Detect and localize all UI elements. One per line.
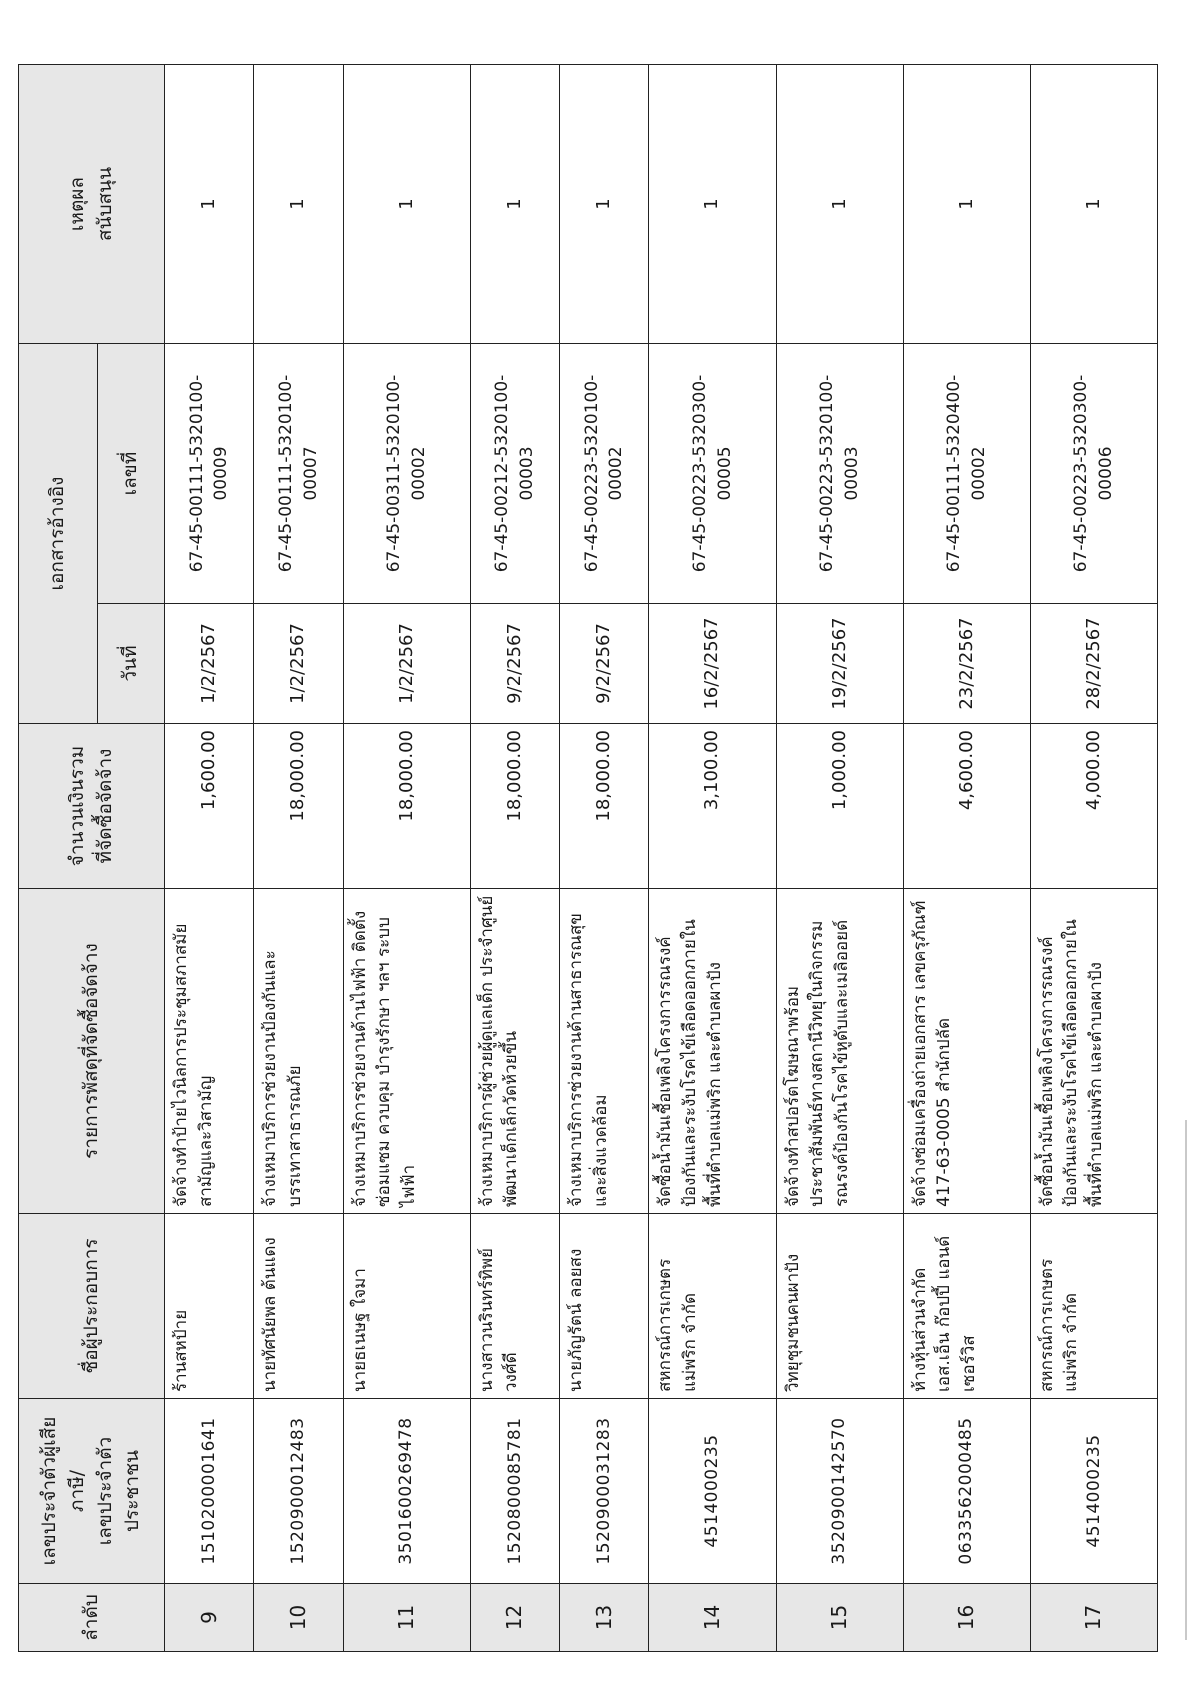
row-doc-no-line1: 67-45-00111-5320100- <box>275 374 296 573</box>
header-reason-line2: สนับสนุน <box>93 166 116 242</box>
row-item: จัดซื้อน้ำมันเชื้อเพลิงโครงการรณรงค์ป้องกันและระงับโรคไข้เลือดออกภายในพื้นที่ตำบลแม่พริก และตำบลผาปัง <box>1030 889 1157 1214</box>
row-tax-id: 0633562000485 <box>903 1399 1030 1584</box>
rotated-page <box>18 65 1190 1641</box>
table-row <box>165 65 254 1652</box>
row-item: จัดจ้างทำสปอร์ตโฆษณาพร้อมประชาสัมพันธ์ทางสถานีวิทยุในกิจกรรมรณรงค์ป้องกันโรคไข้หูดับและเมลิออยด์ <box>776 889 903 1214</box>
row-amount: 4,600.00 <box>903 724 1030 889</box>
row-vendor: ห้างหุ้นส่วนจำกัด เอส.เอ็น ก๊อปปี้ แอนด์ เซอร์วิส <box>903 1214 1030 1399</box>
row-doc-no-line2: 00005 <box>714 446 735 501</box>
row-doc-no-line2: 00003 <box>516 446 537 501</box>
header-no: ลำดับ <box>19 1584 165 1652</box>
row-no: 11 <box>343 1584 470 1652</box>
row-doc-no-line2: 00002 <box>606 446 627 501</box>
row-item: จัดจ้างซ่อมเครื่องถ่ายเอกสาร เลขครุภัณฑ์ 417-63-0005 สำนักปลัด <box>903 889 1030 1214</box>
header-tax-id <box>19 1399 165 1584</box>
row-vendor: นายธเนษฐ ใจมา <box>343 1214 470 1399</box>
row-date: 9/2/2567 <box>560 604 649 724</box>
procurement-table <box>18 64 1158 1652</box>
row-item: จ้างเหมาบริการช่วยงานป้องกันและบรรเทาสาธารณภัย <box>254 889 343 1214</box>
row-amount: 18,000.00 <box>254 724 343 889</box>
row-vendor: นายภัญรัตน์ ลอยสง <box>560 1214 649 1399</box>
row-no: 10 <box>254 1584 343 1652</box>
row-vendor: วิทยุชุมชนคนผาปัง <box>776 1214 903 1399</box>
row-tax-id: 4514000235 <box>1030 1399 1157 1584</box>
row-doc-no-line2: 00003 <box>841 446 862 501</box>
row-doc-no-line1: 67-45-00311-5320100- <box>384 374 405 573</box>
table-row <box>649 65 776 1652</box>
header-amount <box>19 724 165 889</box>
table-row <box>470 65 559 1652</box>
row-vendor: สหกรณ์การเกษตรแม่พริก จำกัด <box>1030 1214 1157 1399</box>
row-item: จ้างเหมาบริการผู้ช่วยผู้ดูแลเด็ก ประจำศูนย์พัฒนาเด็กเล็กวัดห้วยขึ้น <box>470 889 559 1214</box>
row-amount: 18,000.00 <box>470 724 559 889</box>
row-doc-no <box>254 344 343 604</box>
row-tax-id: 3520900142570 <box>776 1399 903 1584</box>
row-reason: 1 <box>1030 65 1157 344</box>
row-doc-no-line1: 67-45-00223-5320100- <box>817 374 837 573</box>
row-doc-no-line2: 00002 <box>968 446 989 501</box>
table-body <box>165 65 1158 1652</box>
row-vendor: นายทัศนัยพล ต้นแดง <box>254 1214 343 1399</box>
row-date: 1/2/2567 <box>343 604 470 724</box>
table-row <box>1030 65 1157 1652</box>
row-reason: 1 <box>560 65 649 344</box>
row-amount: 3,100.00 <box>649 724 776 889</box>
row-amount: 1,000.00 <box>776 724 903 889</box>
table-row <box>776 65 903 1652</box>
header-tax-id-line2: เลขประจำตัวประชาชน <box>93 1436 144 1546</box>
row-doc-no-line1: 67-45-00223-5320300- <box>689 374 710 573</box>
row-doc-no <box>470 344 559 604</box>
row-no: 15 <box>776 1584 903 1652</box>
row-date: 1/2/2567 <box>165 604 254 724</box>
header-doc-group: เอกสารอ้างอิง <box>19 344 98 724</box>
row-doc-no <box>343 344 470 604</box>
row-doc-no <box>903 344 1030 604</box>
header-amount-line2: ที่จัดซื้อจัดจ้าง <box>93 748 116 864</box>
header-vendor: ชื่อผู้ประกอบการ <box>19 1214 165 1399</box>
row-date: 16/2/2567 <box>649 604 776 724</box>
row-vendor: สหกรณ์การเกษตรแม่พริก จำกัด <box>649 1214 776 1399</box>
header-reason <box>19 65 165 344</box>
row-vendor: ร้านสหป้าย <box>165 1214 254 1399</box>
row-tax-id: 1520900031283 <box>560 1399 649 1584</box>
row-tax-id: 4514000235 <box>649 1399 776 1584</box>
row-doc-no-line1: 67-45-00111-5320400- <box>944 374 965 573</box>
row-reason: 1 <box>343 65 470 344</box>
table-row <box>343 65 470 1652</box>
row-reason: 1 <box>776 65 903 344</box>
row-doc-no <box>1030 344 1157 604</box>
row-no: 12 <box>470 1584 559 1652</box>
row-doc-no-line1: 67-45-00223-5320100- <box>581 374 602 573</box>
row-amount: 18,000.00 <box>343 724 470 889</box>
table-row <box>903 65 1030 1652</box>
row-doc-no <box>649 344 776 604</box>
row-reason: 1 <box>649 65 776 344</box>
procurement-table-container <box>18 65 1158 1652</box>
row-reason: 1 <box>254 65 343 344</box>
row-item: จัดจ้างทำป้ายไวนิลการประชุมสภาสมัยสามัญและวิสามัญ <box>165 889 254 1214</box>
row-doc-no-line2: 00006 <box>1095 446 1116 501</box>
header-reason-line1: เหตุผล <box>65 176 88 232</box>
row-amount: 4,000.00 <box>1030 724 1157 889</box>
header-amount-line1: จำนวนเงินรวม <box>65 745 88 867</box>
row-doc-no-line1: 67-45-00223-5320300- <box>1071 374 1092 573</box>
header-doc-no: เลขที่ <box>98 344 165 604</box>
row-tax-id: 1520900012483 <box>254 1399 343 1584</box>
row-no: 16 <box>903 1584 1030 1652</box>
table-row <box>560 65 649 1652</box>
row-no: 13 <box>560 1584 649 1652</box>
row-reason: 1 <box>470 65 559 344</box>
row-doc-no <box>776 344 903 604</box>
row-tax-id: 1510200001641 <box>165 1399 254 1584</box>
scan-edge-mark <box>1185 1120 1187 1640</box>
row-item: จัดซื้อน้ำมันเชื้อเพลิงโครงการรณรงค์ป้องกันและระงับโรคไข้เลือดออกภายในพื้นที่ตำบลแม่พริก และตำบลผาปัง <box>649 889 776 1214</box>
row-reason: 1 <box>903 65 1030 344</box>
row-amount: 18,000.00 <box>560 724 649 889</box>
row-reason: 1 <box>165 65 254 344</box>
header-tax-id-line1: เลขประจำตัวผู้เสียภาษี/ <box>38 1416 88 1566</box>
row-vendor: นางสาวนรินทร์ทิพย์ วงศ์ดี <box>470 1214 559 1399</box>
row-doc-no-line2: 00009 <box>211 446 232 501</box>
row-doc-no-line2: 00002 <box>408 446 429 501</box>
row-no: 14 <box>649 1584 776 1652</box>
row-item: จ้างเหมาบริการช่วยงานด้านไฟฟ้า ติดตั้ง ซ่อมแซม ควบคุม บำรุงรักษา ฯลฯ ระบบไฟฟ้า <box>343 889 470 1214</box>
row-doc-no-line2: 00007 <box>300 446 321 501</box>
row-item: จ้างเหมาบริการช่วยงานด้านสาธารณสุขและสิ่งแวดล้อม <box>560 889 649 1214</box>
row-date: 9/2/2567 <box>470 604 559 724</box>
row-doc-no-line1: 67-45-00111-5320100- <box>186 374 207 573</box>
row-amount: 1,600.00 <box>165 724 254 889</box>
row-tax-id: 1520800085781 <box>470 1399 559 1584</box>
row-no: 17 <box>1030 1584 1157 1652</box>
row-no: 9 <box>165 1584 254 1652</box>
header-item: รายการพัสดุที่จัดซื้อจัดจ้าง <box>19 889 165 1214</box>
row-date: 28/2/2567 <box>1030 604 1157 724</box>
row-doc-no <box>165 344 254 604</box>
row-date: 19/2/2567 <box>776 604 903 724</box>
row-doc-no-line1: 67-45-00212-5320100- <box>492 374 513 573</box>
row-doc-no <box>560 344 649 604</box>
row-date: 23/2/2567 <box>903 604 1030 724</box>
header-date: วันที่ <box>98 604 165 724</box>
row-tax-id: 3501600269478 <box>343 1399 470 1584</box>
row-date: 1/2/2567 <box>254 604 343 724</box>
table-row <box>254 65 343 1652</box>
